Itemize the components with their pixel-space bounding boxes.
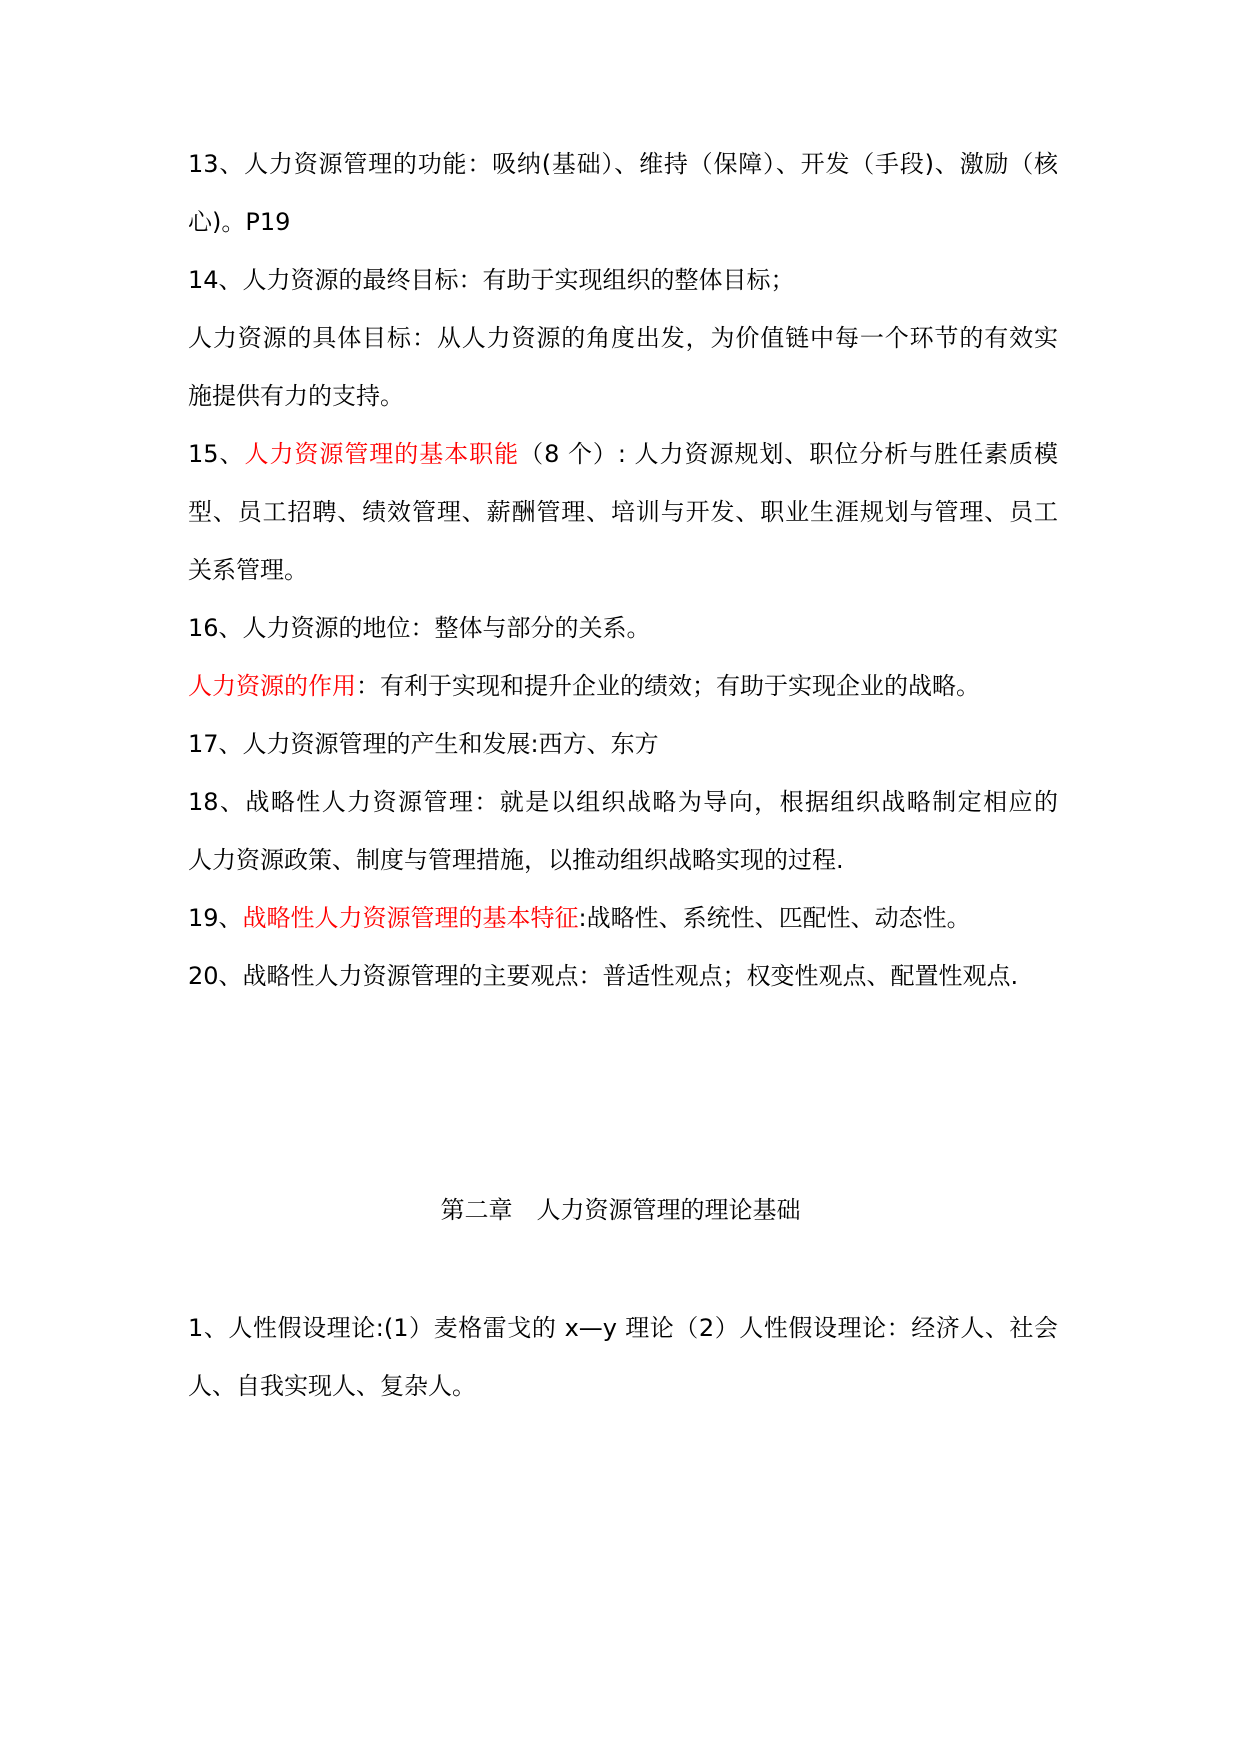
ch2-item-1-line-2: 人、自我实现人、复杂人。 [188,1372,476,1400]
item-19-highlight: 战略性人力资源管理的基本特征 [242,904,579,932]
item-15-text: （8 个）: 人力资源规划、职位分析与胜任素质模 [519,440,1058,468]
item-13-line-1: 13、人力资源管理的功能：吸纳(基础）、维持（保障）、开发（手段)、激励（核 [188,150,1058,178]
chapter-title: 第二章 人力资源管理的理论基础 [440,1196,801,1224]
item-16-text: ：有利于实现和提升企业的绩效；有助于实现企业的战略。 [356,672,980,700]
item-15-line-3: 关系管理。 [188,556,308,584]
item-18-line-1: 18、战略性人力资源管理：就是以组织战略为导向，根据组织战略制定相应的 [188,788,1058,816]
item-16-highlight: 人力资源的作用 [188,672,356,700]
ch2-item-1-line-1: 1、人性假设理论:(1）麦格雷戈的 x—y 理论（2）人性假设理论：经济人、社会 [188,1314,1058,1342]
item-15-line-1 [188,438,1058,470]
item-14-line-3: 施提供有力的支持。 [188,382,404,410]
item-19-text: :战略性、系统性、匹配性、动态性。 [578,904,971,932]
item-15-number: 15、 [188,440,245,468]
item-19-number: 19、 [188,904,243,932]
item-18-line-2: 人力资源政策、制度与管理措施，以推动组织战略实现的过程. [188,846,844,874]
item-20-line-1: 20、战略性人力资源管理的主要观点：普适性观点；权变性观点、配置性观点. [188,962,1019,990]
item-14-line-1: 14、人力资源的最终目标：有助于实现组织的整体目标； [188,266,795,294]
item-19-line-1 [188,902,1058,934]
item-17-line-1: 17、人力资源管理的产生和发展:西方、东方 [188,730,659,758]
item-16-line-2 [188,670,1058,702]
item-15-highlight: 人力资源管理的基本职能 [244,440,520,468]
item-15-line-2: 型、员工招聘、绩效管理、薪酬管理、培训与开发、职业生涯规划与管理、员工 [188,498,1058,526]
item-13-line-2: 心)。P19 [188,208,291,236]
item-16-line-1: 16、人力资源的地位：整体与部分的关系。 [188,614,651,642]
item-14-line-2: 人力资源的具体目标：从人力资源的角度出发，为价值链中每一个环节的有效实 [188,324,1058,352]
